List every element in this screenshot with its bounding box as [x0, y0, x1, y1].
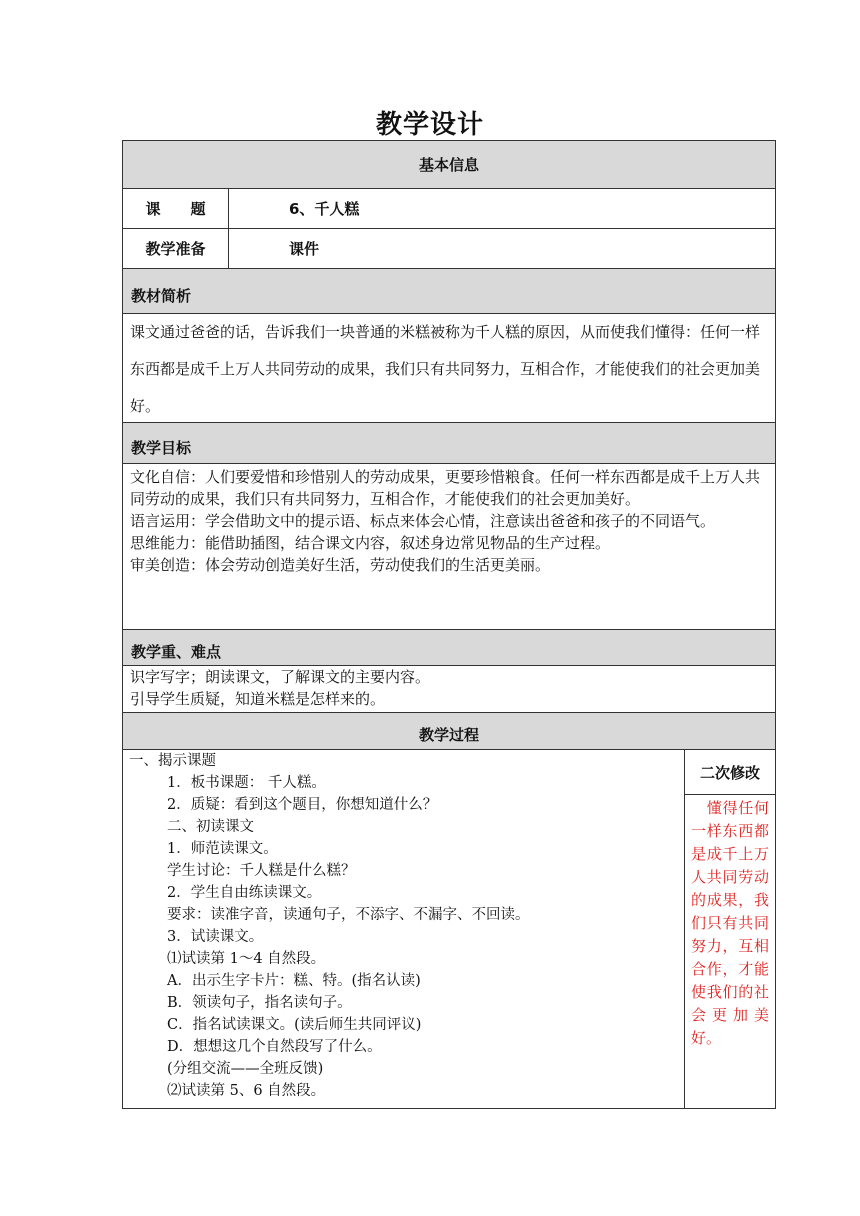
process-line: 要求：读准字音，读通句子，不添字、不漏字、不回读。	[167, 907, 530, 923]
prep-value: 课件	[289, 240, 320, 258]
revision-column	[685, 750, 775, 1108]
process-line: D．想想这几个自然段写了什么。	[167, 1039, 382, 1055]
keypoint-item: 引导学生质疑，知道米糕是怎样来的。	[130, 690, 386, 708]
lesson-plan-table	[122, 140, 776, 1109]
process-line: 1．师范读课文。	[167, 841, 278, 857]
revision-header: 二次修改	[685, 750, 775, 795]
keypoints-list	[123, 666, 775, 713]
keypoint-item: 识字写字；朗读课文，了解课文的主要内容。	[130, 668, 431, 686]
topic-row	[123, 189, 775, 229]
prep-label: 教学准备	[123, 229, 229, 268]
goal-item: 思维能力：能借助插图，结合课文内容，叙述身边常见物品的生产过程。	[130, 534, 611, 552]
process-header: 教学过程	[123, 713, 775, 750]
revision-text: 懂得任何一样东西都是成千上万人共同劳动的成果，我们只有共同努力，互相合作，才能使我们的社会更加美好。	[691, 799, 769, 1047]
goals-header: 教学目标	[123, 423, 775, 464]
process-line: 1．板书课题： 千人糕。	[167, 775, 326, 791]
process-line: A．出示生字卡片：糕、特。(指名认读)	[167, 973, 421, 989]
process-line: 一、揭示课题	[129, 753, 216, 769]
prep-row	[123, 229, 775, 269]
process-line: ⑵试读第 5、6 自然段。	[167, 1083, 326, 1099]
keypoints-header: 教学重、难点	[123, 630, 775, 666]
process-line: ⑴试读第 1～4 自然段。	[167, 951, 326, 967]
goal-item: 审美创造：体会劳动创造美好生活，劳动使我们的生活更美丽。	[130, 556, 551, 574]
analysis-text: 课文通过爸爸的话，告诉我们一块普通的米糕被称为千人糕的原因，从而使我们懂得：任何一样东西都是成千上万人共同劳动的成果，我们只有共同努力，互相合作，才能使我们的社会更加美好。	[123, 314, 775, 423]
process-line: 3．试读课文。	[167, 929, 264, 945]
process-section	[123, 750, 775, 1108]
goal-item: 语言运用：学会借助文中的提示语、标点来体会心情，注意读出爸爸和孩子的不同语气。	[130, 512, 716, 530]
process-line: 2．质疑：看到这个题目，你想知道什么？	[167, 797, 438, 813]
document-title: 教学设计	[375, 110, 484, 140]
process-line: 二、初读课文	[167, 819, 254, 835]
process-steps	[123, 750, 685, 1108]
analysis-header: 教材简析	[123, 269, 775, 314]
process-line: C．指名试读课文。(读后师生共同评议)	[167, 1017, 422, 1033]
process-line: 2．学生自由练读课文。	[167, 885, 322, 901]
topic-value: 6、千人糕	[289, 200, 360, 218]
goals-list	[123, 464, 775, 630]
process-line: (分组交流——全班反馈)	[167, 1061, 324, 1077]
process-line: B．领读句子，指名读句子。	[167, 995, 352, 1011]
goal-item: 文化自信：人们要爱惜和珍惜别人的劳动成果，更要珍惜粮食。任何一样东西都是成千上万人共同劳动的成果，我们只有共同努力，互相合作，才能使我们的社会更加美好。	[130, 468, 761, 508]
topic-label: 课 题	[123, 189, 229, 228]
basic-info-header: 基本信息	[123, 141, 775, 189]
process-line: 学生讨论：千人糕是什么糕？	[167, 863, 356, 879]
